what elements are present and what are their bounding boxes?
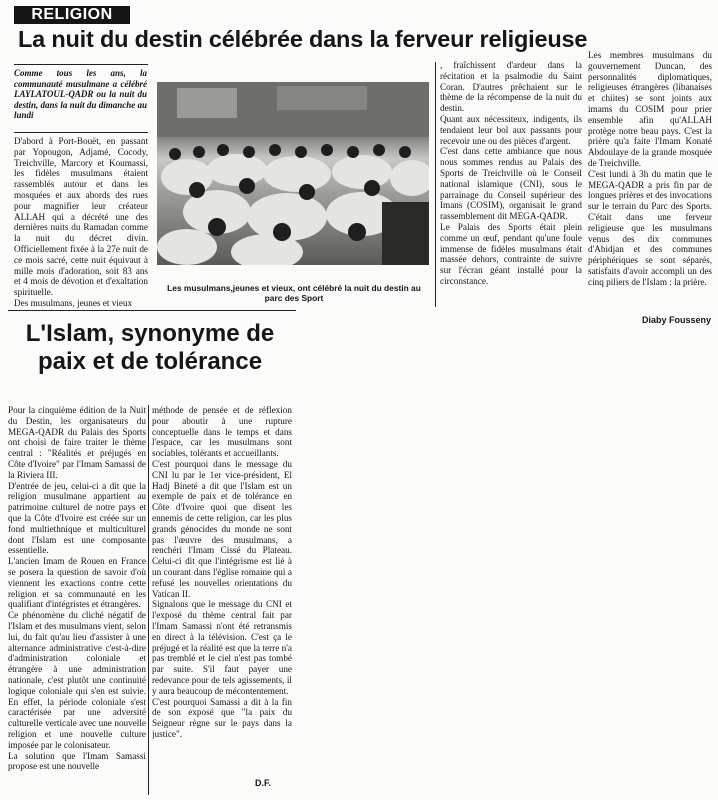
divider-articles bbox=[8, 310, 296, 311]
divider-intro bbox=[14, 132, 148, 133]
byline-article2: D.F. bbox=[255, 778, 272, 788]
byline-article1: Diaby Fousseny bbox=[642, 315, 712, 325]
photo-caption: Les musulmans,jeunes et vieux, ont célébré la nuit du destin au parc des Sport bbox=[167, 283, 421, 303]
article2-column-1: Pour la cinquième édition de la Nuit du Destin, les organisateurs du MEGA-QADR du Palais des Sports ont choisi de faire traiter le thème central : "Réalités et préjugés en Côte d'Ivoire" par l'Imam Samassi de la Riviera III. D'entrée de jeu, celui-ci a dit que la religion musulmane appartient au patrimoine culturel de notre pays et que la Côte d'Ivoire est créée sur un fond multiethnique et multiculturel dont l'Islam est une composante essentielle. L'ancien Imam de Rouen en France se posera la question de savoir d'où viennent les exactions contre cette religion et sa communauté en les qualifiant d'intégristes et étrangères. Ce phénomène du cliché négatif de l'Islam et des musulmans vient, selon lui, du fait qu'au lieu d'assister à une alternance administrative c'est-à-dire d'administration coloniale et étrangère à une administration nationale, c'est plutôt une continuité logique coloniale qui s'en est suivie. En effet, la période coloniale s'est caractérisée par une adversité culturelle verticale avec une nouvelle religion et une nouvelle culture imposée par le colonisateur. La solution que l'Imam Samassi propose est une nouvelle bbox=[8, 405, 146, 772]
headline-second: L'Islam, synonyme de paix et de tolérance bbox=[25, 320, 275, 375]
article2-column-2: méthode de pensée et de réflexion pour aboutir à une rupture conceptuelle dans le temps et dans l'espace, car les musulmans sont sociables, tolérants et accueillants. C'est pourquoi dans le message du CNI lu par le 1er vice-président, El Hadj Bineté a dit que l'Islam est un exemple de paix et de tolérance en Côte d'Ivoire quoi que disent les ennemis de cette religion, car les plus grands génocides du monde ne sont pas l'œuvre des musulmans, a renchéri l'Imam Cissé du Plateau. Celui-ci dit que l'intégrisme est lié à un courant dans l'église romaine qui a refusé les nouvelles orientations du Vatican II. Signalons que le message du CNI et l'exposé du thème central fait par l'Imam Samassi n'ont été retransmis en direct à la télévision. C'est ça le préjugé et la réalité est que la terre n'a pas tremblé et le ciel n'est pas tombé par suite. S'il faut payer une redevance pour de tels agissements, il y aura beaucoup de mécontentement. C'est pourquoi Samassi a dit à la fin de son exposé que "la paix du Seigneur règne sur le pays dans la justice". bbox=[152, 405, 292, 739]
divider-col3 bbox=[435, 62, 436, 307]
divider-col-a2 bbox=[148, 405, 149, 795]
article1-column-1: D'abord à Port-Bouët, en passant par Yopougon, Adjamé, Cocody, Treichville, Marcory et Koumassi, les fidèles musulmans étaient rassemblés autour et dans les mosquées et aux abords des rues pour magnifier leur créateur ALLAH qui a décrété une des dernières nuits du Ramadan comme la nuit du décret divin. Officiellement fixée à la 27e nuit de ce mois sacré, cette nuit équivaut à mille mois d'adoration, soit 83 ans et 4 mois de dévotion et d'exaltation spirituelle. Des musulmans, jeunes et vieux bbox=[14, 136, 148, 308]
headline-main: La nuit du destin célébrée dans la ferveur religieuse bbox=[18, 26, 588, 52]
divider-top-left bbox=[14, 64, 148, 65]
article1-column-4: Les membres musulmans du gouvernement Duncan, des personnalités diplomatiques, religieuses étrangères (libanaises et chiites) se sont joints aux imams du COSIM pour prier ensemble afin qu'ALLAH protège notre beau pays. C'est la prière qu'a faite l'Imam Konaté Abdoulaye de la grande mosquée de Treichville. C'est lundi à 3h du matin que le MEGA-QADR a pris fin par de longues prières et des invocations sur le terrain du Parc des Sports. C'était dans une ferveur religieuse que les musulmans venus des dix communes d'Abidjan et des communes périphériques se sont séparés, satisfaits d'avoir accompli un des cinq piliers de l'Islam : la prière. bbox=[588, 50, 712, 287]
article-photo-crowd bbox=[157, 82, 429, 265]
section-label: RELIGION bbox=[14, 6, 130, 24]
article1-column-3: , fraîchissent d'ardeur dans la récitation et la psalmodie du Saint Coran. D'autres prêchaient sur le thème de la récompense de la nuit du destin. Quant aux nécessiteux, indigents, ils tendaient leur bol aux passants pour recevoir une ou des pièces d'argent. C'est dans cette ambiance que nous nous sommes rendus au Palais des Sports de Treichville où le Conseil national islamique (CNI), sous le parrainage du Conseil supérieur des Imans (COSIM), organisait le grand rassemblement dit MEGA-QADR. Le Palais des Sports était plein comme un œuf, pendant qu'une foule immense de fidèles musulmans était massée dehors, contrainte de suivre sur l'écran géant installé pour la circonstance. bbox=[440, 60, 582, 286]
article-intro: Comme tous les ans, la communauté musulmane a célébré LAYLATOUL-QADR ou la nuit du destin, dans la nuit du dimanche au lundi bbox=[14, 68, 147, 120]
